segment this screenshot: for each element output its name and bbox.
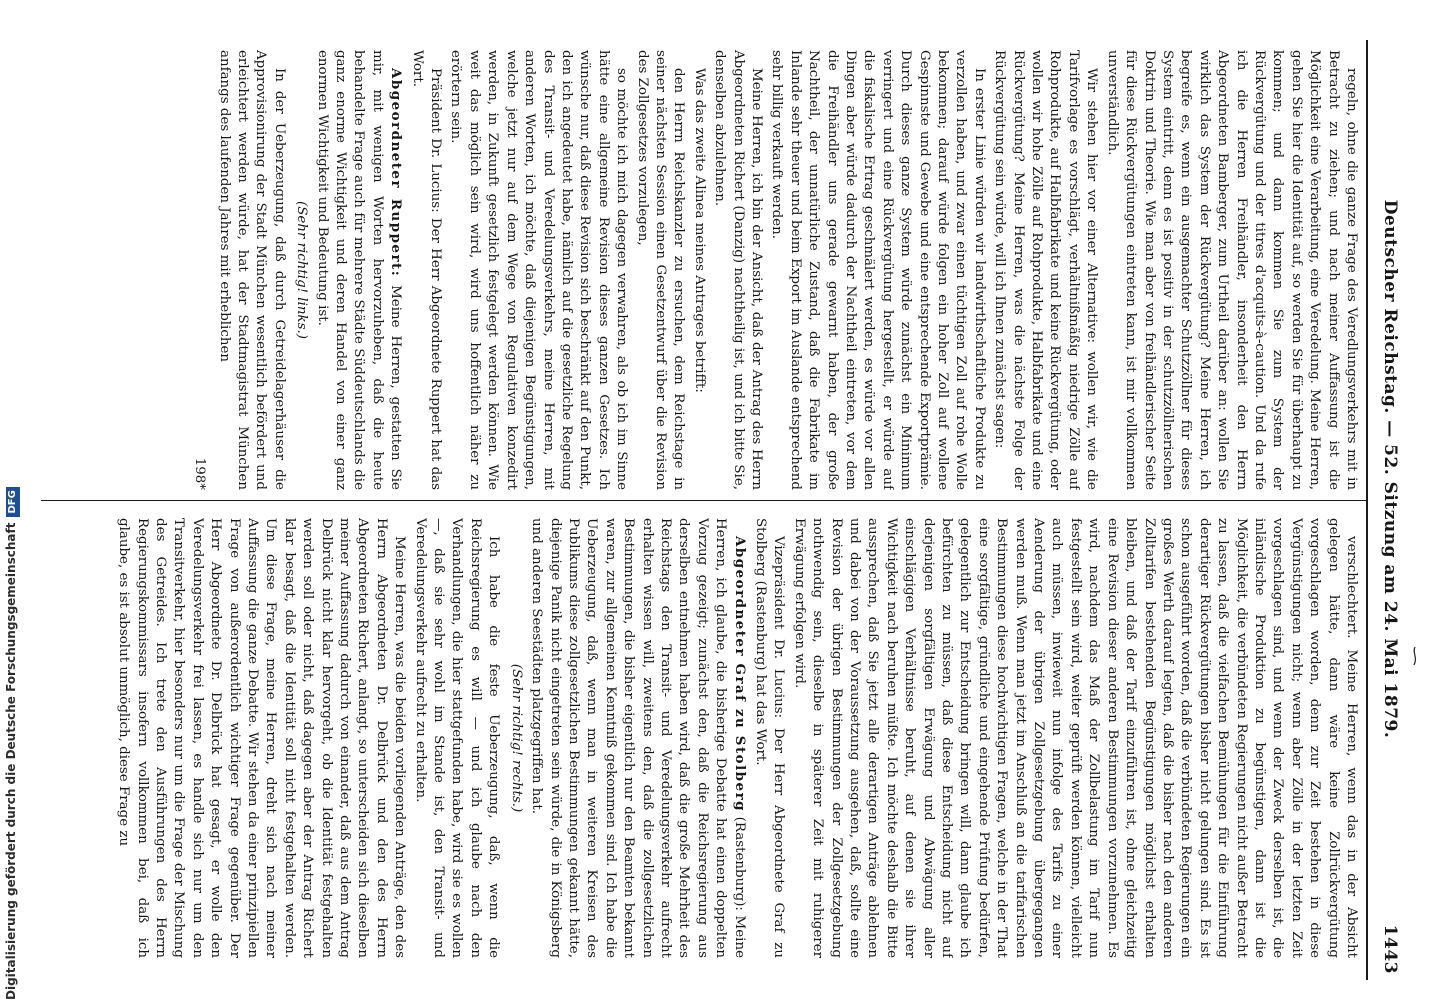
paragraph: Vizepräsident Dr. Lucius: Der Herr Abgeordnete Graf zu Stolberg (Rastenburg) hat das Wort. [753, 518, 787, 958]
speaker-text: Meine Herren, gestatten Sie mir, mit wenigen Worten hervorzuheben, daß die heute behandelte Frage auch für mehrere Städte Süddeutschlands die ganz enorme Wichtigkeit und deren Handel von einer ganz enormen Wichtigkeit und Bedeutung ist. [314, 50, 404, 490]
speaker-paragraph [527, 518, 749, 958]
paragraph: regeln, ohne die ganze Frage des Veredlungsverkehrs mit in Betracht zu ziehen; und nach meiner Auffassung ist die Möglichkeit eine Verarbeitung, eine Veredelung. Meine Herren, gehen Sie hier die Identität auf, so werden Sie für überhaupt zu kommen; und dann kommen Sie zum System der Rückvergütung und der titres d'acquits-à-caution. Und da rufe ich die Herren Freihändler, insonderheit den Herrn Abgeordneten Bamberger, zum Urtheil darüber an: wollen Sie wirklich das System der Rückvergütung? Meine Herren, ich begreife es, wenn ein ausgemachter Schutzzöllner für dieses System eintritt, denn es ist positiv in der schutzzöllnerischen Doktrin und Theorie. Wie man aber von freihändlerischer Seite für diese Rückvergütungen eintreten kann, ist mir vollkommen unverständlich. [1104, 50, 1359, 490]
paragraph: so möchte ich mich dagegen verwahren, als ob ich im Sinne hätte eine allgemeine Revision dieses ganzen Gesetzes. Ich wünsche nur, daß diese Revision sich beschränkt auf den Punkt, den ich angedeutet habe, nämlich auf die gesetzliche Regelung des Transit- und Veredelungsverkehrs, meine Herren, mit anderen Worten, ich möchte, daß diejenigen Begünstigungen, welche jetzt nur auf dem Wege von Regulativen konzedirt werden, in Zukunft gesetzlich festgelegt werden können. Wie weit das möglich sein wird, wird uns hoffentlich näher zu erörtern sein. [448, 50, 630, 490]
paragraph: Wir stehen hier vor einer Alternative: wollen wir, wie die Tarifvorlage es vorschlägt, verhältnißmäßig niedrige Zölle auf Rohprodukte, auf Halbfabrikate und keine Rückvergütung, oder wollen wir hohe Zölle auf Rohprodukte, Halbfabrikate und eine Rückvergütung? Meine Herren, was die nächste Folge der Rückvergütung sein würde, will ich Ihnen zunächst sagen: [992, 50, 1100, 490]
page-number: 1443 [1380, 924, 1400, 974]
paragraph: verschlechtert. Meine Herren, wenn das in der Absicht gelegen hätte, dann wäre keine Zollrückvergütung vorgeschlagen worden, denn zur Zeit bestehen in diese Vergünstigungen nicht; wenn aber Zölle in der letzten Zeit vorgeschlagen sind, und wenn der Zweck derselben ist, die inländische Produktion zu begünstigen, dann ist die Möglichkeit, die verbündeten Regierungen nicht außer Betracht zu lassen, daß die vielfachen Bemühungen für die Einführung derartiger Rückvergütungen bisher nicht gelungen sind. Es ist schon ausgeführt worden, daß die verbündeten Regierungen ein großes Werth darauf legten, daß die bisher nach den anderen Zolltarifen bestehenden Begünstigungen möglichst erhalten bleiben, und daß der Tarif einzuführen ist, ohne gleichzeitig eine Revision dieser anderen Bestimmungen vorzunehmen. Es wird, nachdem das Maß der Zollbelastung im Tarif nun festgestellt sein wird, weiter geprüft werden können, vielleicht auch müssen, inwieweit nun infolge des Tarifs zu einer Aenderung der übrigen Zollgesetzgebung übergegangen werden muß. Wenn man jetzt im Anschluß an die tarifarischen Bestimmungen diese hochwichtigen Fragen, welche in der That eine sorgfältige, gründliche und eingehende Prüfung bedürfen, gelegentlich zur Entscheidung bringen will, dann glaube ich befürchten zu müssen, daß diese Entscheidung nicht auf derjenigen sorgfältigen Erwägung und Abwägung aller einschlägigen Verhältnisse beruht, auf denen sie ihrer Wichtigkeit nach beruhen müßte. Ich möchte deshalb die Bitte aussprechen, daß Sie jetzt alle derartigen Anträge ablehnen und dabei von der Voraussetzung ausgehen, daß, sollte eine Revision der übrigen Bestimmungen der Zollgesetzgebung nothwendig sein, dieselbe in späterer Zeit mit ruhigerer Erwägung erfolgen wird. [791, 518, 1359, 958]
speaker-name: Abgeordneter Ruppert: [388, 68, 405, 278]
paragraph: Meine Herren, ich bin der Ansicht, daß der Antrag des Herrn Abgeordneten Richert (Danzig) nachtheilig ist, und ich bitte Sie, denselben abzulehnen. [712, 50, 764, 490]
left-column [40, 50, 1360, 490]
paragraph: Ich habe die feste Ueberzeugung, daß, wenn die Reichsregierung es will — und ich glaube nach den Verhandlungen, die hier stattgefunden habe, wird sie es wollen —, daß sie sehr wohl im Stande ist, den Transit- und Veredelungsverkehr aufrecht zu erhalten. [412, 518, 502, 958]
digitization-credit [4, 490, 20, 1000]
right-column [40, 518, 1360, 958]
paragraph: Präsident Dr. Lucius: Der Herr Abgeordnete Ruppert hat das Wort. [409, 50, 444, 490]
dfg-logo: DFG [6, 487, 20, 516]
paragraph: den Herrn Reichskanzler zu ersuchen, dem Reichstage in seiner nächsten Session einen Gesetzentwurf über die Revision des Zollgesetzes vorzulegen, [634, 50, 687, 490]
credit-text: Digitalisierung gefördert durch die Deutsche Forschungsgemeinschaft [4, 522, 18, 1000]
interjection: (Sehr richtig! rechts.) [508, 663, 524, 813]
scanned-page [22, 0, 1418, 1000]
interjection: (Sehr richtig! links.) [294, 201, 310, 339]
ink-mark [1408, 645, 1422, 667]
column-divider [41, 500, 1366, 501]
paragraph: Was das zweite Alinea meines Antrages betrifft: [691, 68, 707, 393]
running-head-title: Deutscher Reichstag. — 52. Sitzung am 24. Mai 1879. [1380, 199, 1400, 739]
running-head [1374, 44, 1404, 974]
signature-number: 198* [192, 457, 208, 490]
speaker-name: Abgeordneter Graf zu Stolberg [731, 536, 748, 812]
speaker-paragraph [312, 50, 405, 490]
paragraph: Meine Herren, was die beiden vorliegenden Anträge, den des Herrn Abgeordneten Dr. Delbrück und den des Herrn Abgeordneten Richert, anlangt, so unterscheiden sich dieselben meiner Auffassung dadurch von einander, daß aus dem Antrag Delbrück nicht klar hervorgeht, ob die Identität festgehalten werden soll oder nicht, daß dagegen aber der Antrag Richert klar besagt, daß die Identität soll nicht festgehalten werden. Um diese Frage, meine Herren, dreht sich nach meiner Auffassung die ganze Debatte. Wir stehen da einer prinzipiellen Frage von außerordentlich wichtiger Frage gegenüber. Der Herr Abgeordnete Dr. Delbrück hat gesagt, er wolle den Veredelungsverkehr frei lassen, es handle sich nur um den Transitverkehr, hier besonders nur um die Frage der Mischung des Getreides. Ich trete den Ausführungen des Herrn Regierungskommissars insofern vollkommen bei, daß ich glaube, es ist absolut unmöglich, diese Frage zu [116, 518, 408, 958]
speaker-text: (Rastenburg): Meine Herren, ich glaube, die bisherige Debatte hat einen doppelten Vorzug gezeigt; zunächst den, daß die Reichsregierung aus derselben entnehmen haben wird, daß die große Mehrheit des Reichstags den Transit- und Veredelungsverkehr aufrecht erhalten wissen will, zweitens den, daß die zollgesetzlichen Bestimmungen, die bisher eigentlich nur den Beamten bekannt waren, zur allgemeinen Kenntniß gekommen sind. Ich habe die Ueberzeugung, daß, wenn man in weiteren Kreisen des Publikums diese zollgesetzlichen Bestimmungen gekannt hätte, diejenige Panik nicht eingetreten sein würde, die in Königsberg und anderen Seestädten platzgegriffen hat. [529, 518, 747, 958]
paragraph: In erster Linie würden wir landwirthschaftliche Produkte zu verzollen haben, und zwar einen tüchtigen Zoll auf rohe Wolle bekommen; darauf würde folgen ein hoher Zoll auf wollene Gespinnste und Gewebe und eine entsprechende Exportprämie. Durch dieses ganze System würde zunächst ein Minimum verringert und eine Rückvergütung hergestellt, er würde auf die fiskalische Ertrag geschmälert werden, es würde vor allen Dingen aber würde dadurch der Nachtheil eintreten, vor dem die Freihändler uns gerade gewarnt haben, der große Nachtheil, der unnatürliche Zustand, daß die Fabrikate im Inlande sehr theuer und beim Export im Auslande entsprechend sehr billig verkauft werden. [769, 50, 987, 490]
header-rule [1366, 40, 1368, 980]
paragraph: In der Ueberzeugung, daß durch Getreidelagerhäuser die Approvisionirung der Stadt München wesentlich befördert und erleichtert werden würde, hat der Stadtmagistrat München anfangs des laufenden Jahres mit erheblichen [216, 50, 287, 490]
